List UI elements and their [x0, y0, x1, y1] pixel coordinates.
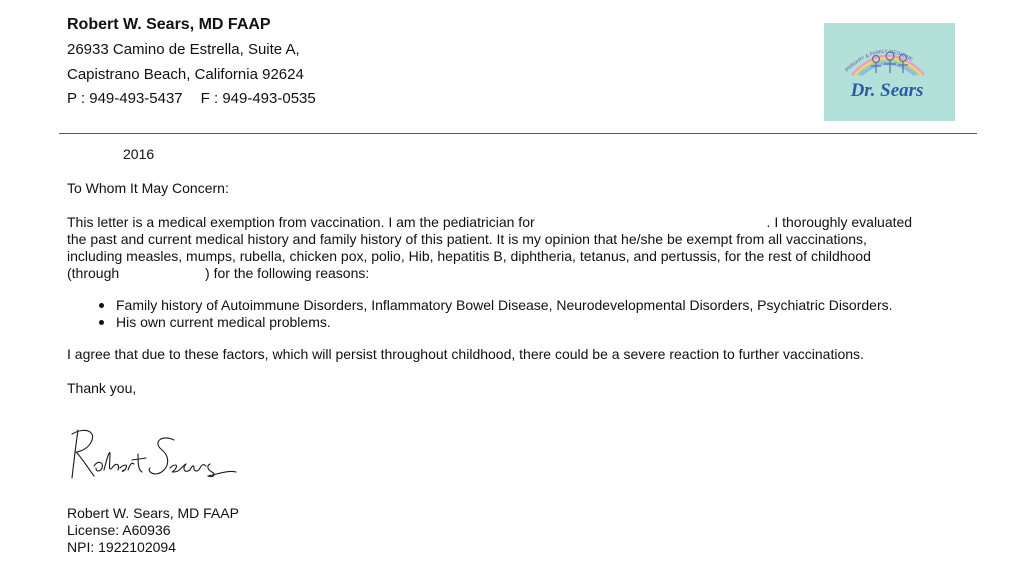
contact-numbers	[67, 90, 316, 107]
header-divider	[59, 133, 977, 134]
list-item	[99, 297, 893, 314]
license-number: License: A60936	[67, 522, 171, 538]
salutation: To Whom It May Concern:	[67, 180, 229, 196]
signature-block	[67, 505, 239, 556]
doctor-name-header: Robert W. Sears, MD FAAP	[67, 16, 271, 33]
logo-graphic	[824, 23, 955, 121]
list-item	[99, 314, 893, 331]
paragraph-text: ) for the following reasons:	[205, 265, 370, 281]
address-line-2: Capistrano Beach, California 92624	[67, 66, 304, 83]
dr-sears-logo	[824, 23, 955, 121]
paragraph-line	[67, 214, 957, 231]
exemption-paragraph	[67, 214, 957, 282]
phone-number: P : 949-493-5437	[67, 90, 183, 107]
paragraph-line: including measles, mumps, rubella, chicken pox, polio, Hib, hepatitis B, diphtheria, tetanus, and pertussis, for the rest of childhood	[67, 248, 871, 264]
fax-number: F : 949-493-0535	[200, 90, 316, 107]
paragraph-line: the past and current medical history and family history of this patient. It is my opinion that he/she be exempt from all vaccinations,	[67, 231, 867, 247]
signer-name: Robert W. Sears, MD FAAP	[67, 505, 239, 521]
closing: Thank you,	[67, 380, 137, 396]
letter-date: 2016	[123, 146, 155, 162]
reason-text: Family history of Autoimmune Disorders, Inflammatory Bowel Disease, Neurodevelopmental Disorders, Psychiatric Disorders.	[116, 297, 893, 313]
agreement-statement: I agree that due to these factors, which will persist throughout childhood, there could be a severe reaction to further vaccinations.	[67, 346, 864, 362]
bullet-icon	[99, 320, 104, 325]
logo-text: Dr. Sears	[850, 80, 924, 101]
paragraph-text: . I thoroughly evaluated	[766, 214, 913, 230]
address-line-1: 26933 Camino de Estrella, Suite A,	[67, 41, 300, 58]
paragraph-text: (through	[67, 265, 120, 281]
paragraph-text: This letter is a medical exemption from vaccination. I am the pediatrician for	[67, 214, 535, 230]
handwritten-signature	[64, 424, 244, 490]
logo-arc-text: PRIMARY & FAMILY MEDICINE	[844, 48, 914, 74]
npi-number: NPI: 1922102094	[67, 539, 176, 555]
reasons-list	[99, 297, 893, 331]
reason-text: His own current medical problems.	[116, 314, 331, 330]
bullet-icon	[99, 303, 104, 308]
paragraph-line	[67, 265, 957, 282]
